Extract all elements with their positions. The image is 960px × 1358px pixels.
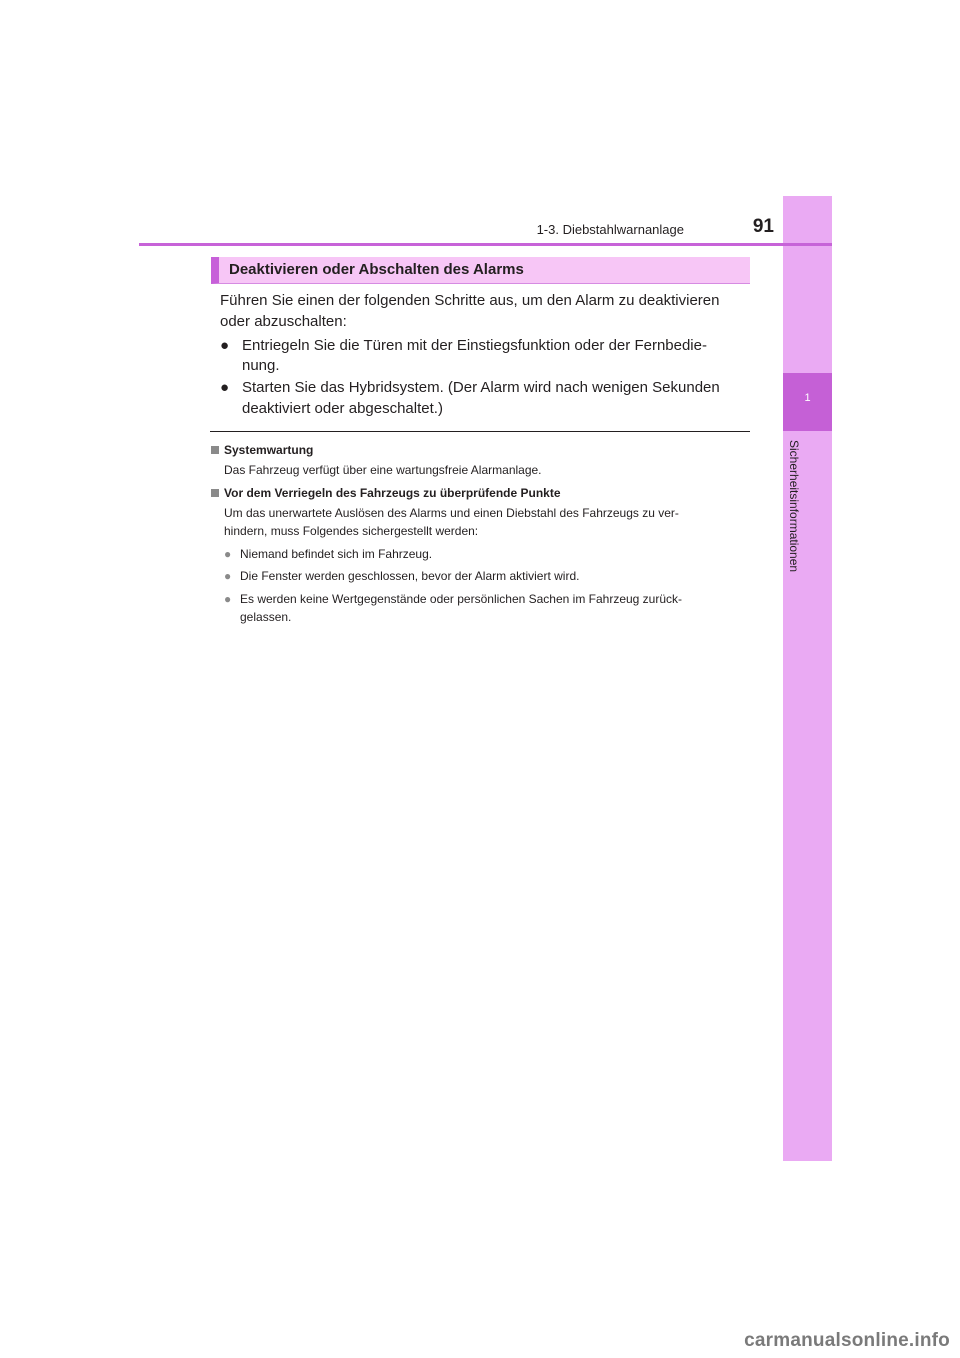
note-text: Das Fahrzeug verfügt über eine wartungsfreie Alarmanlage. <box>224 463 542 477</box>
intro-line-1: Führen Sie einen der folgenden Schritte aus, um den Alarm zu deaktivieren <box>220 292 720 309</box>
list-item-line-2: deaktiviert oder abgeschaltet.) <box>242 400 443 417</box>
list-item-line-1: Starten Sie das Hybridsystem. (Der Alarm wird nach wenigen Sekunden <box>242 379 720 396</box>
note-list-item-line-2: gelassen. <box>240 610 292 624</box>
chapter-number: 1 <box>804 392 811 404</box>
note-text-line-2: hindern, muss Folgendes sichergestellt werden: <box>224 524 479 538</box>
note-list-item-text: Die Fenster werden geschlossen, bevor der Alarm aktiviert wird. <box>240 569 580 583</box>
note-heading <box>211 442 313 458</box>
note-heading <box>211 485 561 501</box>
note-list-item <box>224 566 748 586</box>
note-heading-text: Vor dem Verriegeln des Fahrzeugs zu überprüfende Punkte <box>224 486 561 500</box>
chapter-side-tab <box>783 196 832 1161</box>
running-header-section: 1-3. Diebstahlwarnanlage <box>536 222 684 237</box>
page-number: 91 <box>752 216 774 237</box>
list-item-line-1: Entriegeln Sie die Türen mit der Einstiegsfunktion oder der Fernbedie- <box>242 337 707 354</box>
list-item <box>220 376 746 422</box>
list-item-line-2: nung. <box>242 357 280 374</box>
note-list-item <box>224 544 748 564</box>
note-list-item-text: Niemand befindet sich im Fahrzeug. <box>240 547 433 561</box>
note-heading-text: Systemwartung <box>224 443 314 457</box>
bullet-icon: ● <box>224 569 232 583</box>
note-list-item <box>224 589 748 629</box>
bullet-icon: ● <box>220 337 230 354</box>
bullet-icon: ● <box>224 547 232 561</box>
section-divider <box>210 431 750 432</box>
note-list-item-line-1: Es werden keine Wertgegenstände oder persönlichen Sachen im Fahrzeug zurück- <box>240 592 683 606</box>
header-rule <box>139 243 832 246</box>
square-bullet-icon <box>211 489 219 497</box>
note-text-line-1: Um das unerwartete Auslösen des Alarms und einen Diebstahl des Fahrzeugs zu ver- <box>224 506 679 520</box>
intro-line-2: oder abzuschalten: <box>220 313 347 330</box>
bullet-icon: ● <box>224 592 232 606</box>
square-bullet-icon <box>211 446 219 454</box>
chapter-title: Sicherheitsinformationen <box>787 440 801 573</box>
footer-watermark: carmanualsonline.info <box>744 1330 950 1351</box>
section-heading: Deaktivieren oder Abschalten des Alarms <box>229 261 524 278</box>
list-item <box>220 334 746 380</box>
section-heading-box <box>211 257 750 284</box>
bullet-icon: ● <box>220 379 230 396</box>
